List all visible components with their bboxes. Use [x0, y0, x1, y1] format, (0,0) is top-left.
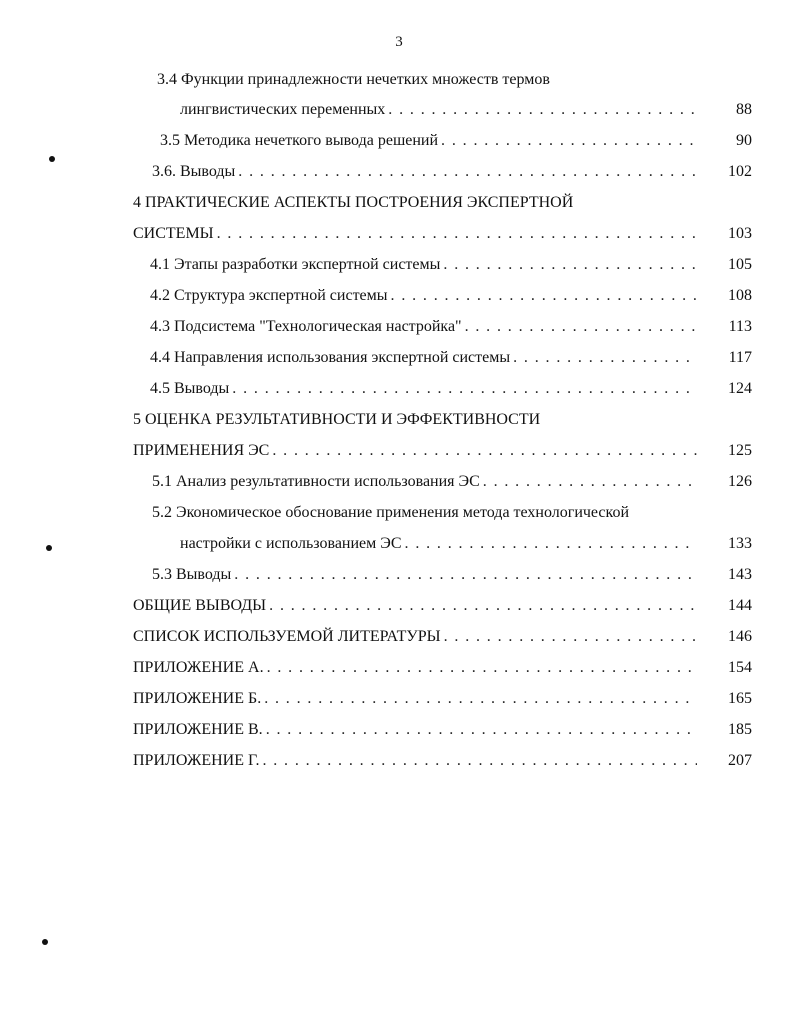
toc-entry-4-3[interactable] — [150, 317, 752, 337]
dot-leader — [444, 627, 697, 647]
dot-leader — [269, 596, 697, 616]
toc-entry-label: ОБЩИЕ ВЫВОДЫ — [133, 597, 267, 614]
dot-leader — [266, 720, 697, 740]
toc-entry-4-2[interactable] — [150, 286, 752, 306]
toc-page-number: 102 — [728, 163, 752, 180]
toc-chapter-4-title: 4 ПРАКТИЧЕСКИЕ АСПЕКТЫ ПОСТРОЕНИЯ ЭКСПЕРТНОЙ — [133, 194, 574, 211]
toc-entry-3-4[interactable] — [180, 100, 752, 120]
dot-leader — [232, 379, 697, 399]
dot-leader — [443, 255, 697, 275]
toc-entry-label: ПРИЛОЖЕНИЕ В. — [133, 721, 263, 738]
toc-appendix-a[interactable] — [133, 658, 752, 678]
toc-entry-label: 4.5 Выводы — [150, 380, 230, 397]
dot-leader — [388, 100, 697, 120]
toc-appendix-v[interactable] — [133, 720, 752, 740]
toc-page-number: 154 — [728, 659, 752, 676]
toc-chapter-5[interactable] — [133, 441, 752, 461]
toc-entry-4-1[interactable] — [150, 255, 752, 275]
toc-page-number: 146 — [728, 628, 752, 645]
toc-entry-label: 5.1 Анализ результативности использования ЭС — [152, 473, 480, 490]
toc-chapter-5-title: 5 ОЦЕНКА РЕЗУЛЬТАТИВНОСТИ И ЭФФЕКТИВНОСТИ — [133, 411, 541, 428]
toc-entry-3-4-title: 3.4 Функции принадлежности нечетких множеств термов — [157, 71, 550, 88]
toc-general-conclusions[interactable] — [133, 596, 752, 616]
dot-leader — [405, 534, 697, 554]
toc-page-number: 103 — [728, 225, 752, 242]
toc-appendix-g[interactable] — [133, 751, 752, 771]
dot-leader — [238, 162, 697, 182]
dot-leader — [391, 286, 697, 306]
dot-leader — [262, 751, 697, 771]
toc-entry-5-2[interactable] — [180, 534, 752, 554]
toc-entry-label: 5.3 Выводы — [152, 566, 232, 583]
toc-appendix-b[interactable] — [133, 689, 752, 709]
toc-page-number: 144 — [728, 597, 752, 614]
dot-leader — [217, 224, 697, 244]
toc-page-number: 117 — [728, 349, 752, 366]
toc-page-number: 143 — [728, 566, 752, 583]
toc-entry-5-3[interactable] — [152, 565, 752, 585]
toc-entry-label: ПРИЛОЖЕНИЕ А. — [133, 659, 264, 676]
toc-entry-label: настройки с использованием ЭС — [180, 535, 402, 552]
dot-leader — [441, 131, 697, 151]
toc-entry-label: 3.6. Выводы — [152, 163, 236, 180]
dot-leader — [267, 658, 697, 678]
punch-hole-mark — [46, 545, 52, 551]
toc-entry-3-6[interactable] — [152, 162, 752, 182]
toc-page-number: 207 — [728, 752, 752, 769]
toc-page-number: 108 — [728, 287, 752, 304]
dot-leader — [234, 565, 697, 585]
toc-page-number: 126 — [728, 473, 752, 490]
page-number: 3 — [395, 34, 403, 50]
toc-entry-5-2-title: 5.2 Экономическое обоснование применения метода технологической — [152, 504, 630, 521]
toc-entry-label: 4.4 Направления использования экспертной системы — [150, 349, 511, 366]
toc-entry-label: 4.3 Подсистема "Технологическая настройка" — [150, 318, 462, 335]
punch-hole-mark — [49, 156, 55, 162]
toc-entry-label: ПРИЛОЖЕНИЕ Б. — [133, 690, 262, 707]
toc-entry-label: лингвистических переменных — [180, 101, 386, 118]
toc-entry-4-4[interactable] — [150, 348, 752, 368]
dot-leader — [264, 689, 697, 709]
toc-page-number: 133 — [728, 535, 752, 552]
dot-leader — [272, 441, 697, 461]
toc-entry-label: ПРИМЕНЕНИЯ ЭС — [133, 442, 270, 459]
toc-page-number: 105 — [728, 256, 752, 273]
toc-entry-label: СПИСОК ИСПОЛЬЗУЕМОЙ ЛИТЕРАТУРЫ — [133, 628, 441, 645]
toc-page-number: 90 — [736, 132, 752, 149]
toc-entry-3-5[interactable] — [160, 131, 752, 151]
toc-page-number: 185 — [728, 721, 752, 738]
toc-literature[interactable] — [133, 627, 752, 647]
toc-page-number: 113 — [728, 318, 752, 335]
toc-page-number: 165 — [728, 690, 752, 707]
toc-entry-4-5[interactable] — [150, 379, 752, 399]
toc-page-number: 124 — [728, 380, 752, 397]
toc-entry-label: 3.5 Методика нечеткого вывода решений — [160, 132, 439, 149]
punch-hole-mark — [42, 939, 48, 945]
toc-entry-label: СИСТЕМЫ — [133, 225, 214, 242]
dot-leader — [465, 317, 697, 337]
toc-page-number: 88 — [736, 101, 752, 118]
toc-page-number: 125 — [728, 442, 752, 459]
dot-leader — [483, 472, 697, 492]
toc-entry-label: 4.1 Этапы разработки экспертной системы — [150, 256, 441, 273]
toc-chapter-4[interactable] — [133, 224, 752, 244]
dot-leader — [513, 348, 697, 368]
toc-entry-5-1[interactable] — [152, 472, 752, 492]
toc-entry-label: ПРИЛОЖЕНИЕ Г. — [133, 752, 260, 769]
toc-entry-label: 4.2 Структура экспертной системы — [150, 287, 388, 304]
